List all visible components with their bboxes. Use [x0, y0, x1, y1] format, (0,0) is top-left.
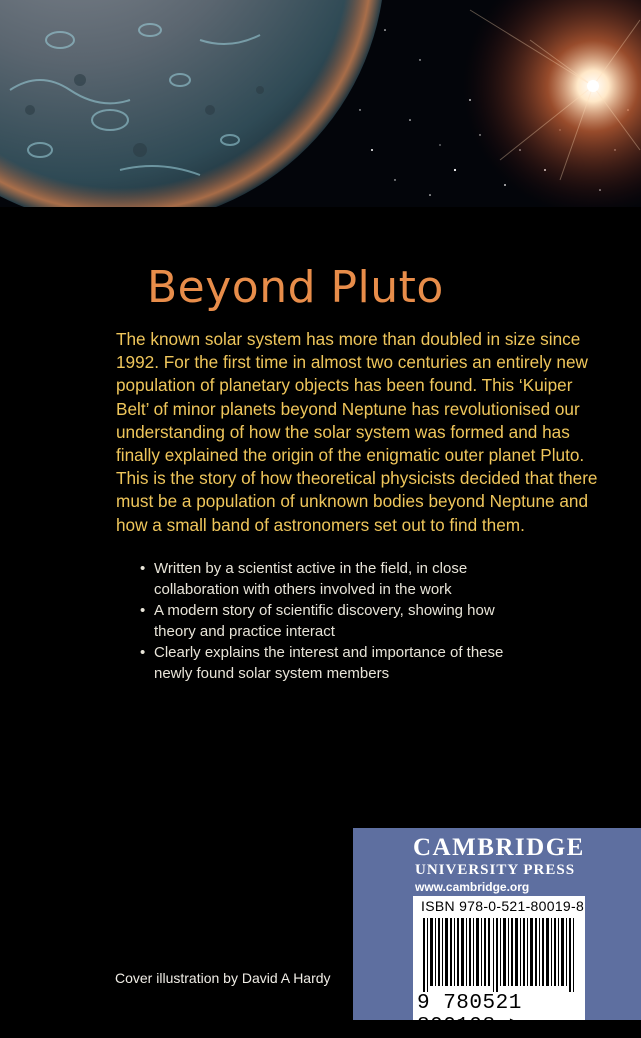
barcode-bars: [423, 918, 575, 992]
book-blurb: The known solar system has more than doubled in size since 1992. For the first time in almost two centuries an entirely new population of planetary objects has been found. This ‘Kuiper Belt’ of minor planets beyond Neptune has revolutionised our understanding of how the solar system was formed and has finally explained the origin of the enigmatic outer planet Pluto. This is the story of how theoretical physicists decided that there must be a population of unknown bodies beyond Neptune and how a small band of astronomers set out to find them.: [116, 329, 598, 535]
isbn-label: ISBN 978-0-521-80019-8: [421, 898, 585, 914]
list-item: • Written by a scientist active in the field, in close collaboration with others involved in the work: [140, 558, 540, 600]
barcode-digits: 9 780521 800198 >: [417, 992, 522, 1038]
cover-illustration: [0, 0, 641, 207]
publisher-panel: [353, 828, 641, 1038]
feature-list: [140, 558, 540, 684]
publisher-url: www.cambridge.org: [415, 880, 530, 894]
list-item: • A modern story of scientific discovery, showing how theory and practice interact: [140, 600, 540, 642]
list-item: • Clearly explains the interest and importance of these newly found solar system members: [140, 642, 540, 684]
illustration-credit: Cover illustration by David A Hardy: [115, 970, 331, 986]
barcode: [413, 896, 585, 1038]
publisher-name: CAMBRIDGE: [413, 834, 585, 861]
publisher-subtitle: UNIVERSITY PRESS: [415, 862, 576, 878]
book-title: Beyond Pluto: [147, 262, 444, 313]
